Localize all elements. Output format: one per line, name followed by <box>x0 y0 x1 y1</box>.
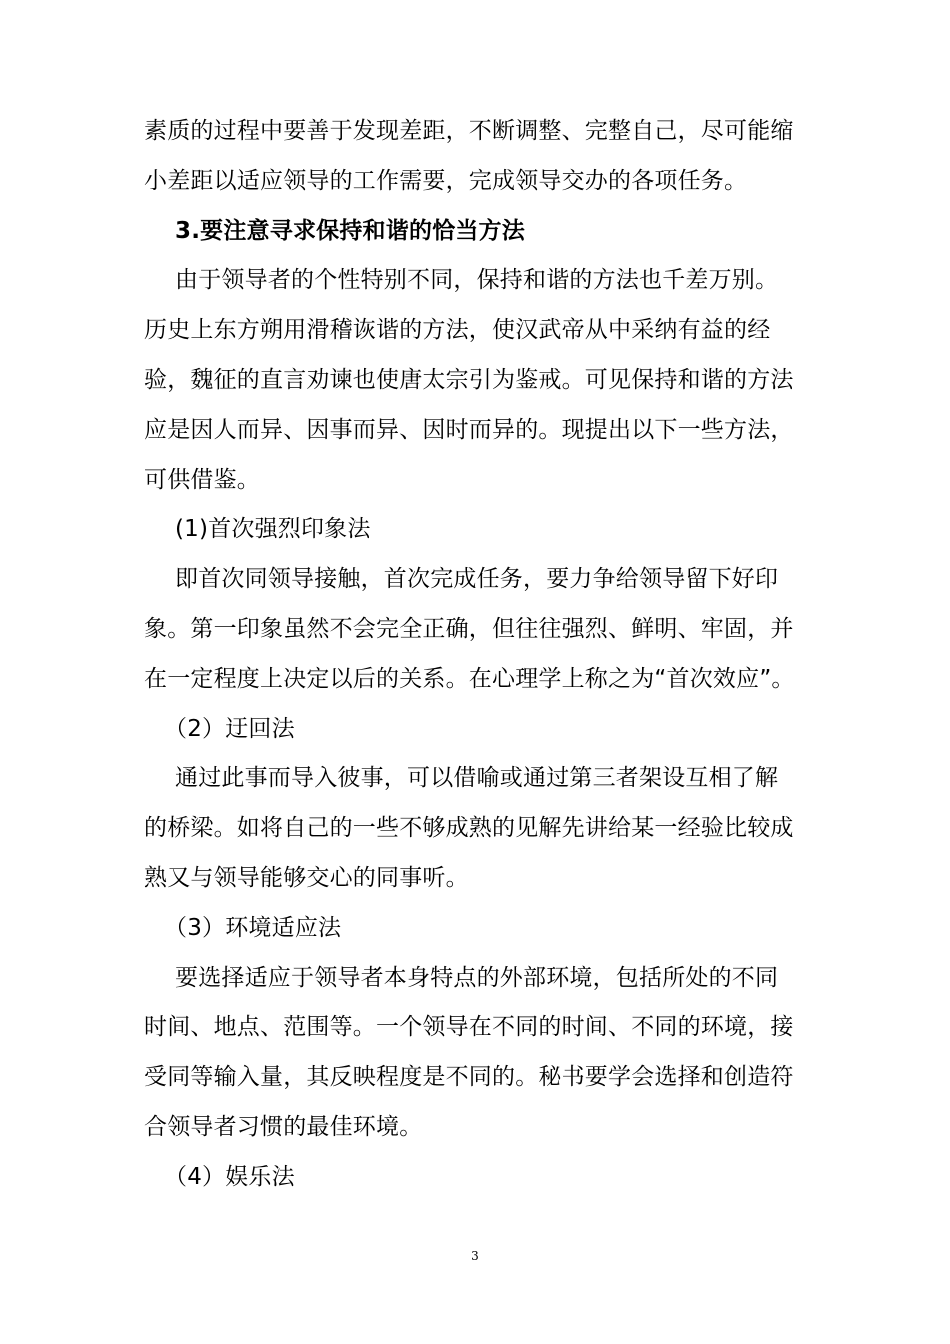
paragraph-line: 验，魏征的直言劝谏也使唐太宗引为鉴戒。可见保持和谐的方法 <box>144 366 794 393</box>
paragraph-line: 在一定程度上决定以后的关系。在心理学上称之为“首次效应”。 <box>144 665 795 692</box>
section-heading: 3.要注意寻求保持和谐的恰当方法 <box>175 217 525 244</box>
paragraph-line: 通过此事而导入彼事，可以借喻或通过第三者架设互相了解 <box>175 765 779 792</box>
subsection-heading: （4）娱乐法 <box>164 1163 295 1190</box>
subsection-heading: (1)首次强烈印象法 <box>175 516 371 543</box>
page-number: 3 <box>471 1249 479 1263</box>
paragraph-line: 由于领导者的个性特别不同，保持和谐的方法也千差万别。 <box>175 267 779 294</box>
paragraph-line: 即首次同领导接触，首次完成任务，要力争给领导留下好印 <box>175 566 779 593</box>
paragraph-line: 小差距以适应领导的工作需要，完成领导交办的各项任务。 <box>144 167 748 194</box>
paragraph-line: 的桥梁。如将自己的一些不够成熟的见解先讲给某一经验比较成 <box>144 815 794 842</box>
paragraph-line: 历史上东方朔用滑稽诙谐的方法，使汉武帝从中采纳有益的经 <box>144 317 771 344</box>
paragraph-line: 时间、地点、范围等。一个领导在不同的时间、不同的环境，接 <box>144 1014 794 1041</box>
paragraph-line: 合领导者习惯的最佳环境。 <box>144 1113 423 1140</box>
document-body <box>144 107 834 1203</box>
paragraph-line: 应是因人而异、因事而异、因时而异的。现提出以下一些方法， <box>144 416 794 443</box>
subsection-heading: （2）迂回法 <box>164 715 295 742</box>
paragraph-line: 熟又与领导能够交心的同事听。 <box>144 864 469 891</box>
paragraph-line: 要选择适应于领导者本身特点的外部环境，包括所处的不同 <box>175 964 779 991</box>
paragraph-line: 象。第一印象虽然不会完全正确，但往往强烈、鲜明、牢固，并 <box>144 615 794 642</box>
paragraph-line: 素质的过程中要善于发现差距，不断调整、完整自己，尽可能缩 <box>144 118 794 144</box>
paragraph-line: 受同等输入量，其反映程度是不同的。秘书要学会选择和创造符 <box>144 1064 794 1091</box>
paragraph-line: 可供借鉴。 <box>144 466 260 493</box>
subsection-heading: （3）环境适应法 <box>164 914 342 941</box>
